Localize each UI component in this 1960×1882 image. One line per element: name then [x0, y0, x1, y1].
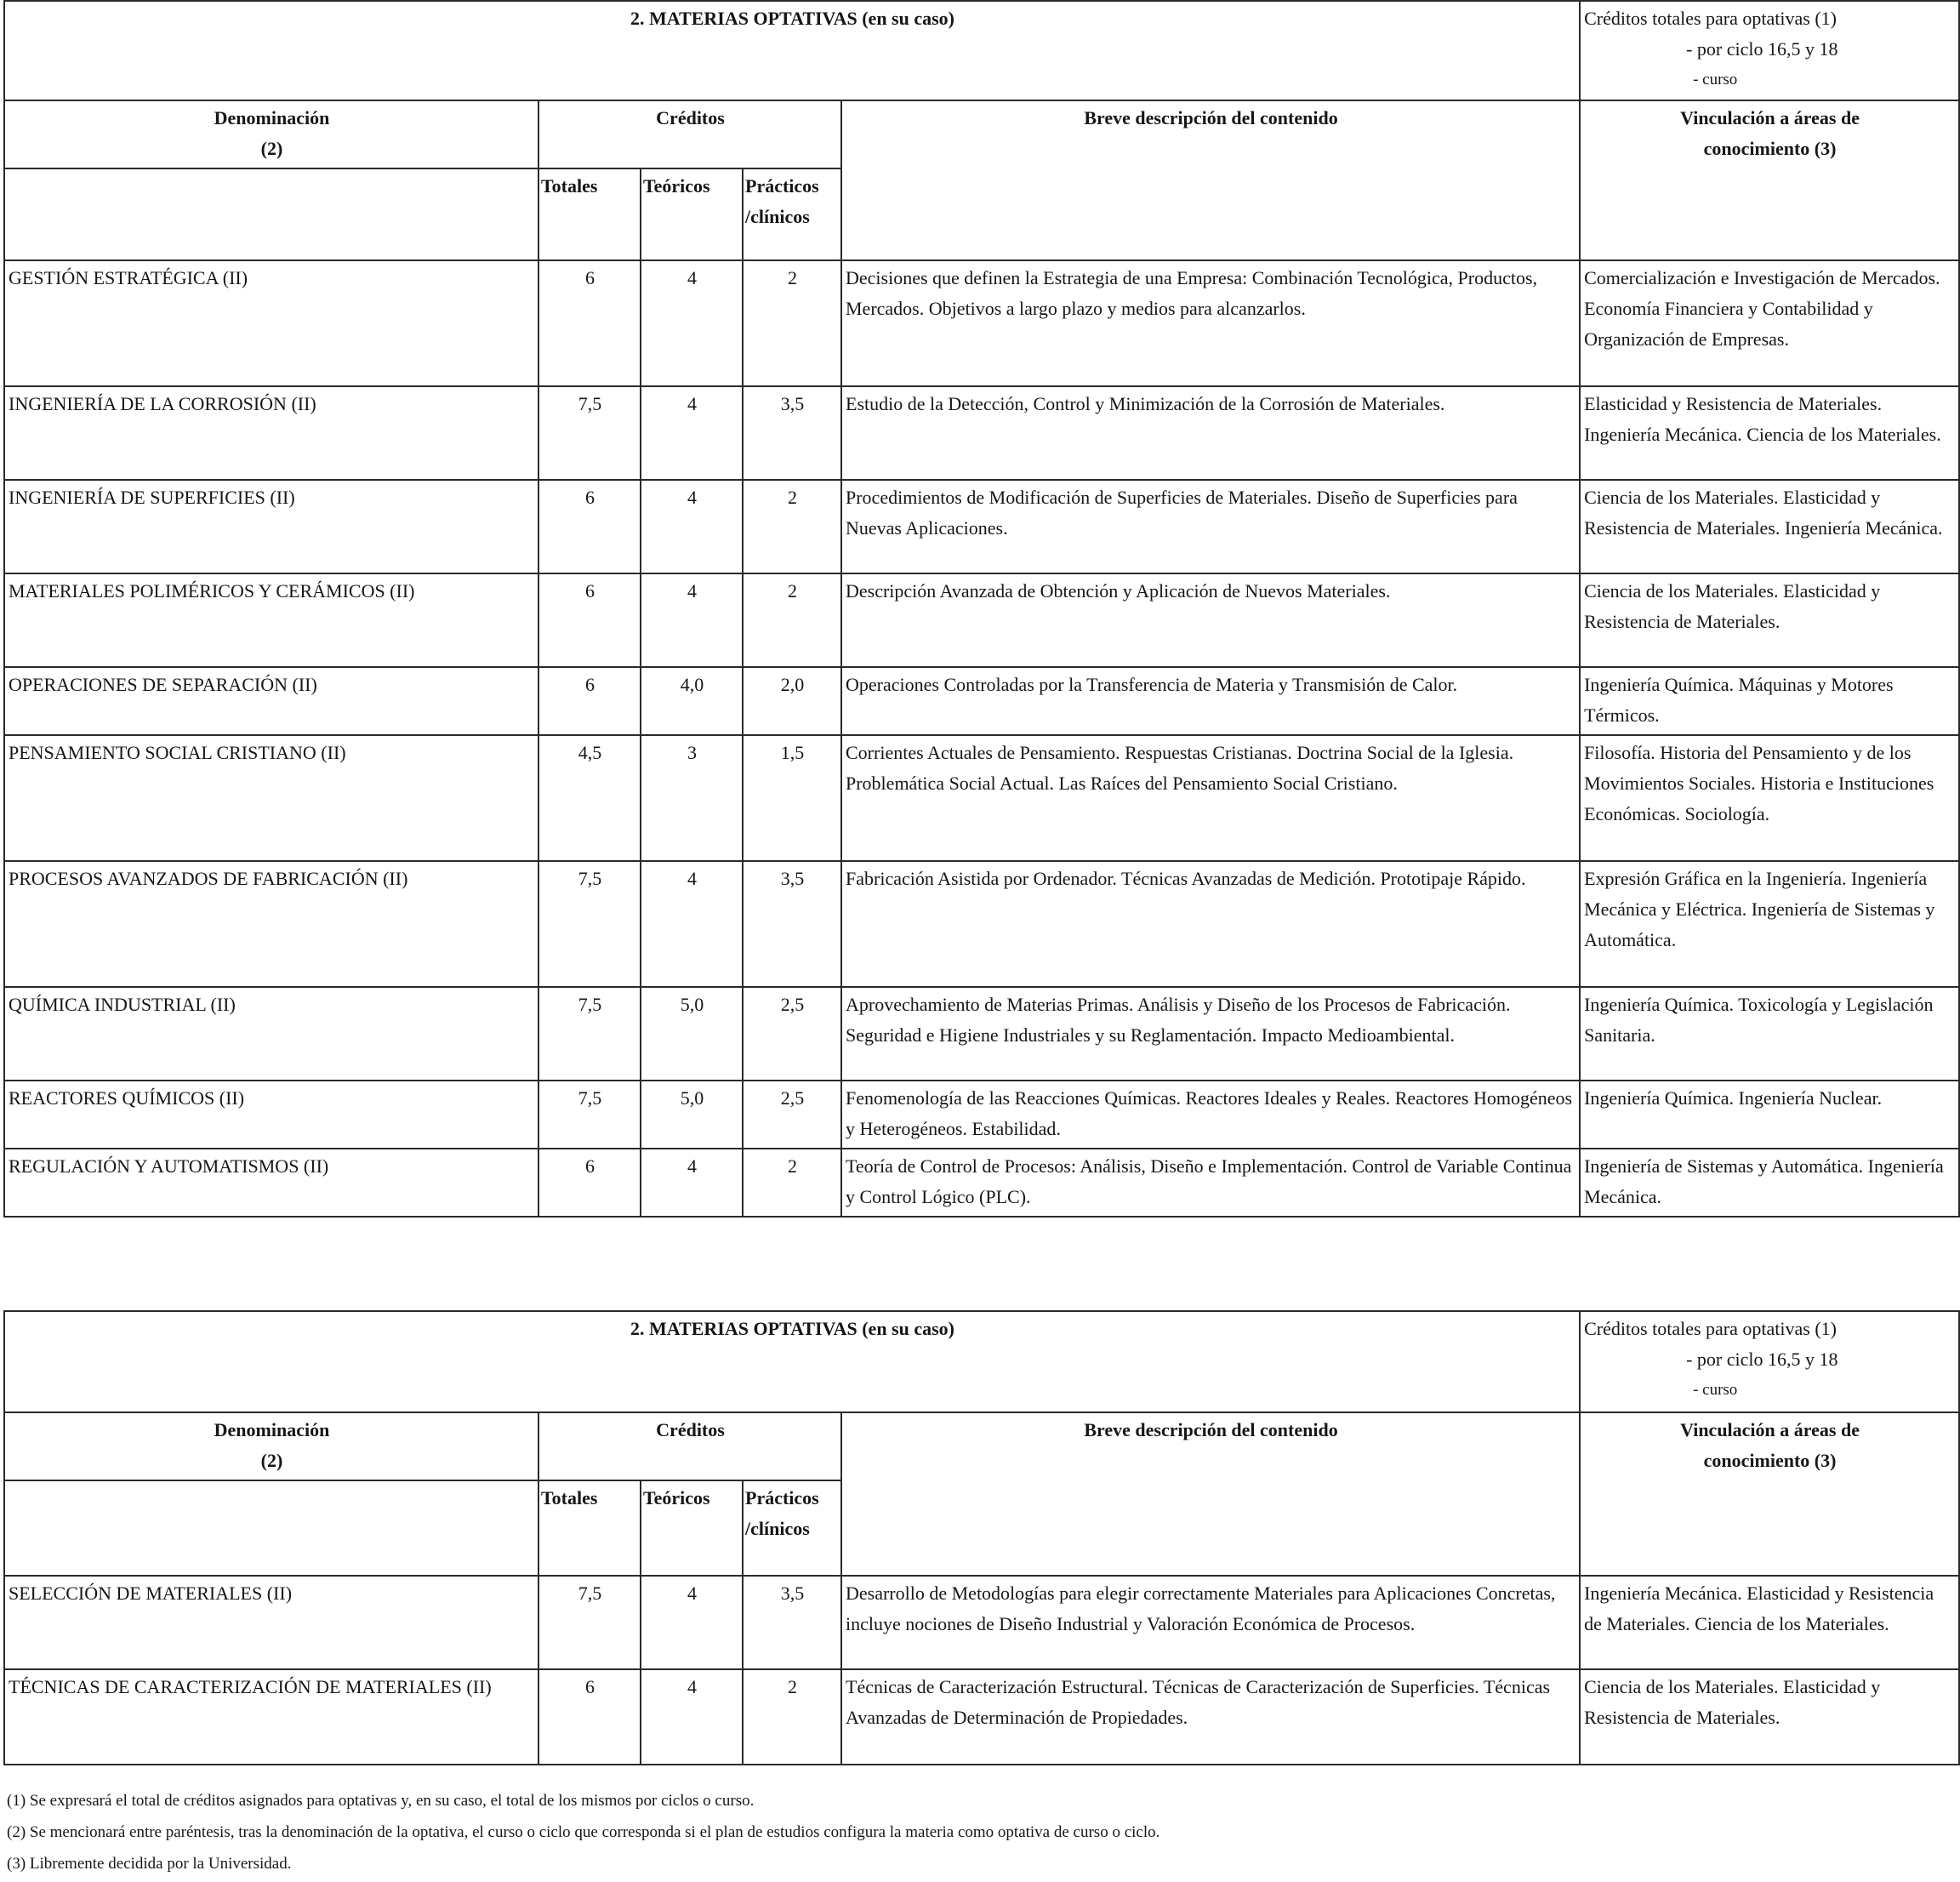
- table-row: [4, 386, 1959, 480]
- credits-teoricos: 4: [641, 1669, 743, 1765]
- subject-description: Procedimientos de Modificación de Superficies de Materiales. Diseño de Superficies para Nuevas Aplicaciones.: [841, 480, 1580, 573]
- credits-practicos: 2,5: [743, 987, 841, 1081]
- subject-areas: Ingeniería Química. Ingeniería Nuclear.: [1580, 1081, 1959, 1149]
- col-denominacion: [4, 100, 538, 168]
- col-descripcion: Breve descripción del contenido: [841, 1412, 1580, 1576]
- credits-totales: 6: [538, 480, 641, 573]
- credits-totales: 6: [538, 1149, 641, 1217]
- credits-practicos: 2,0: [743, 667, 841, 735]
- credits-practicos: 1,5: [743, 735, 841, 861]
- col-vinculacion-label: Vinculación a áreas de: [1680, 1419, 1860, 1440]
- credits-practicos: 2: [743, 480, 841, 573]
- credits-practicos: 3,5: [743, 1576, 841, 1669]
- table-row: [4, 735, 1959, 861]
- col-practicos-label-2: /clínicos: [745, 1518, 810, 1539]
- table-row: [4, 1669, 1959, 1765]
- column-header-row: [4, 1412, 1959, 1480]
- credits-practicos: 3,5: [743, 386, 841, 480]
- credits-teoricos: 5,0: [641, 987, 743, 1081]
- credits-per-cycle: - por ciclo 16,5 y 18: [1686, 38, 1838, 60]
- subject-areas: Ingeniería Química. Máquinas y Motores Térmicos.: [1580, 667, 1959, 735]
- credits-totales: 4,5: [538, 735, 641, 861]
- subject-areas: Ciencia de los Materiales. Elasticidad y Resistencia de Materiales.: [1580, 573, 1959, 667]
- section-header-row: [4, 1, 1959, 100]
- credits-totales: 7,5: [538, 861, 641, 987]
- col-denominacion: [4, 1412, 538, 1480]
- col-practicos-label: Prácticos: [745, 1487, 819, 1508]
- col-vinculacion: [1580, 1412, 1959, 1576]
- credits-teoricos: 4: [641, 861, 743, 987]
- optativas-table-2: [3, 1310, 1960, 1765]
- subject-name: GESTIÓN ESTRATÉGICA (II): [4, 260, 538, 386]
- credits-totales: 7,5: [538, 987, 641, 1081]
- subject-name: PENSAMIENTO SOCIAL CRISTIANO (II): [4, 735, 538, 861]
- credits-teoricos: 4: [641, 573, 743, 667]
- credits-practicos: 3,5: [743, 861, 841, 987]
- credits-practicos: 2: [743, 1669, 841, 1765]
- table-row: [4, 667, 1959, 735]
- subject-name: REACTORES QUÍMICOS (II): [4, 1081, 538, 1149]
- col-practicos: [743, 168, 841, 260]
- column-header-row: [4, 100, 1959, 168]
- subject-areas: Expresión Gráfica en la Ingeniería. Ingeniería Mecánica y Eléctrica. Ingeniería de Sistemas y Automática.: [1580, 861, 1959, 987]
- credits-totales: 7,5: [538, 1081, 641, 1149]
- subject-description: Operaciones Controladas por la Transferencia de Materia y Transmisión de Calor.: [841, 667, 1580, 735]
- subject-description: Estudio de la Detección, Control y Minimización de la Corrosión de Materiales.: [841, 386, 1580, 480]
- table-row: [4, 480, 1959, 573]
- col-totales: Totales: [538, 1480, 641, 1576]
- credits-practicos: 2: [743, 260, 841, 386]
- subject-description: Descripción Avanzada de Obtención y Aplicación de Nuevos Materiales.: [841, 573, 1580, 667]
- credits-teoricos: 5,0: [641, 1081, 743, 1149]
- credits-teoricos: 4: [641, 1576, 743, 1669]
- subject-name: QUÍMICA INDUSTRIAL (II): [4, 987, 538, 1081]
- table-row: [4, 861, 1959, 987]
- col-creditos: Créditos: [538, 1412, 841, 1480]
- col-creditos: Créditos: [538, 100, 841, 168]
- col-vinculacion-label-2: conocimiento (3): [1703, 138, 1837, 159]
- section-title: 2. MATERIAS OPTATIVAS (en su caso): [4, 1, 1580, 100]
- section-header-row: [4, 1311, 1959, 1412]
- col-denominacion-label: Denominación: [214, 1419, 330, 1440]
- table-row: [4, 1149, 1959, 1217]
- subject-description: Decisiones que definen la Estrategia de una Empresa: Combinación Tecnológica, Productos, Mercados. Objetivos a largo plazo y medios para alcanzarlos.: [841, 260, 1580, 386]
- subject-name: TÉCNICAS DE CARACTERIZACIÓN DE MATERIALES (II): [4, 1669, 538, 1765]
- credits-totales: 6: [538, 260, 641, 386]
- credits-totales: 7,5: [538, 1576, 641, 1669]
- subject-areas: Ciencia de los Materiales. Elasticidad y Resistencia de Materiales. Ingeniería Mecánica.: [1580, 480, 1959, 573]
- section-title: 2. MATERIAS OPTATIVAS (en su caso): [4, 1311, 1580, 1412]
- credits-teoricos: 4: [641, 386, 743, 480]
- col-denominacion-blank: [4, 168, 538, 260]
- table-row: [4, 260, 1959, 386]
- credits-total-label: Créditos totales para optativas (1): [1584, 1318, 1837, 1339]
- col-vinculacion-label-2: conocimiento (3): [1703, 1450, 1837, 1471]
- credits-teoricos: 4: [641, 480, 743, 573]
- col-teoricos: Teóricos: [641, 1480, 743, 1576]
- subject-areas: Elasticidad y Resistencia de Materiales. Ingeniería Mecánica. Ciencia de los Materiales.: [1580, 386, 1959, 480]
- credits-total-label: Créditos totales para optativas (1): [1584, 8, 1837, 29]
- subject-name: INGENIERÍA DE SUPERFICIES (II): [4, 480, 538, 573]
- credits-per-cycle: - por ciclo 16,5 y 18: [1686, 1349, 1838, 1370]
- subject-areas: Ingeniería Química. Toxicología y Legislación Sanitaria.: [1580, 987, 1959, 1081]
- credits-teoricos: 4: [641, 260, 743, 386]
- credits-course: - curso: [1693, 1381, 1738, 1399]
- col-denominacion-label: Denominación: [214, 107, 330, 128]
- subject-areas: Ingeniería Mecánica. Elasticidad y Resistencia de Materiales. Ciencia de los Materiales.: [1580, 1576, 1959, 1669]
- optativas-table-1: [3, 0, 1960, 1218]
- col-vinculacion: [1580, 100, 1959, 260]
- credits-course: - curso: [1693, 71, 1738, 88]
- col-vinculacion-label: Vinculación a áreas de: [1680, 107, 1860, 128]
- subject-description: Teoría de Control de Procesos: Análisis, Diseño e Implementación. Control de Variable Continua y Control Lógico (PLC).: [841, 1149, 1580, 1217]
- table-row: [4, 573, 1959, 667]
- subject-name: SELECCIÓN DE MATERIALES (II): [4, 1576, 538, 1669]
- subject-areas: Ingeniería de Sistemas y Automática. Ingeniería Mecánica.: [1580, 1149, 1959, 1217]
- col-practicos: [743, 1480, 841, 1576]
- credits-total-cell: [1580, 1, 1959, 100]
- col-teoricos: Teóricos: [641, 168, 743, 260]
- subject-description: Técnicas de Caracterización Estructural. Técnicas de Caracterización de Superficies. Técnicas Avanzadas de Determinación de Propiedades.: [841, 1669, 1580, 1765]
- credits-practicos: 2,5: [743, 1081, 841, 1149]
- col-denominacion-note: (2): [260, 1450, 283, 1471]
- subject-areas: Comercialización e Investigación de Mercados. Economía Financiera y Contabilidad y Organización de Empresas.: [1580, 260, 1959, 386]
- credits-teoricos: 4,0: [641, 667, 743, 735]
- subject-areas: Filosofía. Historia del Pensamiento y de los Movimientos Sociales. Historia e Instituciones Económicas. Sociología.: [1580, 735, 1959, 861]
- credits-totales: 6: [538, 573, 641, 667]
- subject-description: Corrientes Actuales de Pensamiento. Respuestas Cristianas. Doctrina Social de la Iglesia. Problemática Social Actual. Las Raíces del Pensamiento Social Cristiano.: [841, 735, 1580, 861]
- credits-teoricos: 4: [641, 1149, 743, 1217]
- col-totales: Totales: [538, 168, 641, 260]
- subject-name: OPERACIONES DE SEPARACIÓN (II): [4, 667, 538, 735]
- credits-totales: 6: [538, 667, 641, 735]
- credits-teoricos: 3: [641, 735, 743, 861]
- table-row: [4, 1576, 1959, 1669]
- subject-description: Aprovechamiento de Materias Primas. Análisis y Diseño de los Procesos de Fabricación. Seguridad e Higiene Industriales y su Reglamentación. Impacto Medioambiental.: [841, 987, 1580, 1081]
- footnote-1: (1) Se expresará el total de créditos asignados para optativas y, en su caso, el total de los mismos por ciclos o curso.: [7, 1792, 755, 1810]
- subject-description: Desarrollo de Metodologías para elegir correctamente Materiales para Aplicaciones Concretas, incluye nociones de Diseño Industrial y Valoración Económica de Procesos.: [841, 1576, 1580, 1669]
- subject-name: PROCESOS AVANZADOS DE FABRICACIÓN (II): [4, 861, 538, 987]
- footnote-3: (3) Libremente decidida por la Universidad.: [7, 1855, 292, 1873]
- col-descripcion: Breve descripción del contenido: [841, 100, 1580, 260]
- subject-description: Fabricación Asistida por Ordenador. Técnicas Avanzadas de Medición. Prototipaje Rápido.: [841, 861, 1580, 987]
- credits-practicos: 2: [743, 1149, 841, 1217]
- footnote-2: (2) Se mencionará entre paréntesis, tras la denominación de la optativa, el curso o ciclo que corresponda si el plan de estudios configura la materia como optativa de curso o ciclo.: [7, 1823, 1160, 1841]
- table-row: [4, 1081, 1959, 1149]
- credits-total-cell: [1580, 1311, 1959, 1412]
- col-denominacion-note: (2): [260, 138, 283, 159]
- credits-practicos: 2: [743, 573, 841, 667]
- subject-areas: Ciencia de los Materiales. Elasticidad y Resistencia de Materiales.: [1580, 1669, 1959, 1765]
- col-practicos-label-2: /clínicos: [745, 206, 810, 227]
- col-practicos-label: Prácticos: [745, 175, 819, 197]
- table-row: [4, 987, 1959, 1081]
- subject-description: Fenomenología de las Reacciones Químicas. Reactores Ideales y Reales. Reactores Homogéneos y Heterogéneos. Estabilidad.: [841, 1081, 1580, 1149]
- subject-name: MATERIALES POLIMÉRICOS Y CERÁMICOS (II): [4, 573, 538, 667]
- credits-totales: 6: [538, 1669, 641, 1765]
- col-denominacion-blank: [4, 1480, 538, 1576]
- subject-name: REGULACIÓN Y AUTOMATISMOS (II): [4, 1149, 538, 1217]
- footnotes: [7, 1785, 1946, 1879]
- subject-name: INGENIERÍA DE LA CORROSIÓN (II): [4, 386, 538, 480]
- credits-totales: 7,5: [538, 386, 641, 480]
